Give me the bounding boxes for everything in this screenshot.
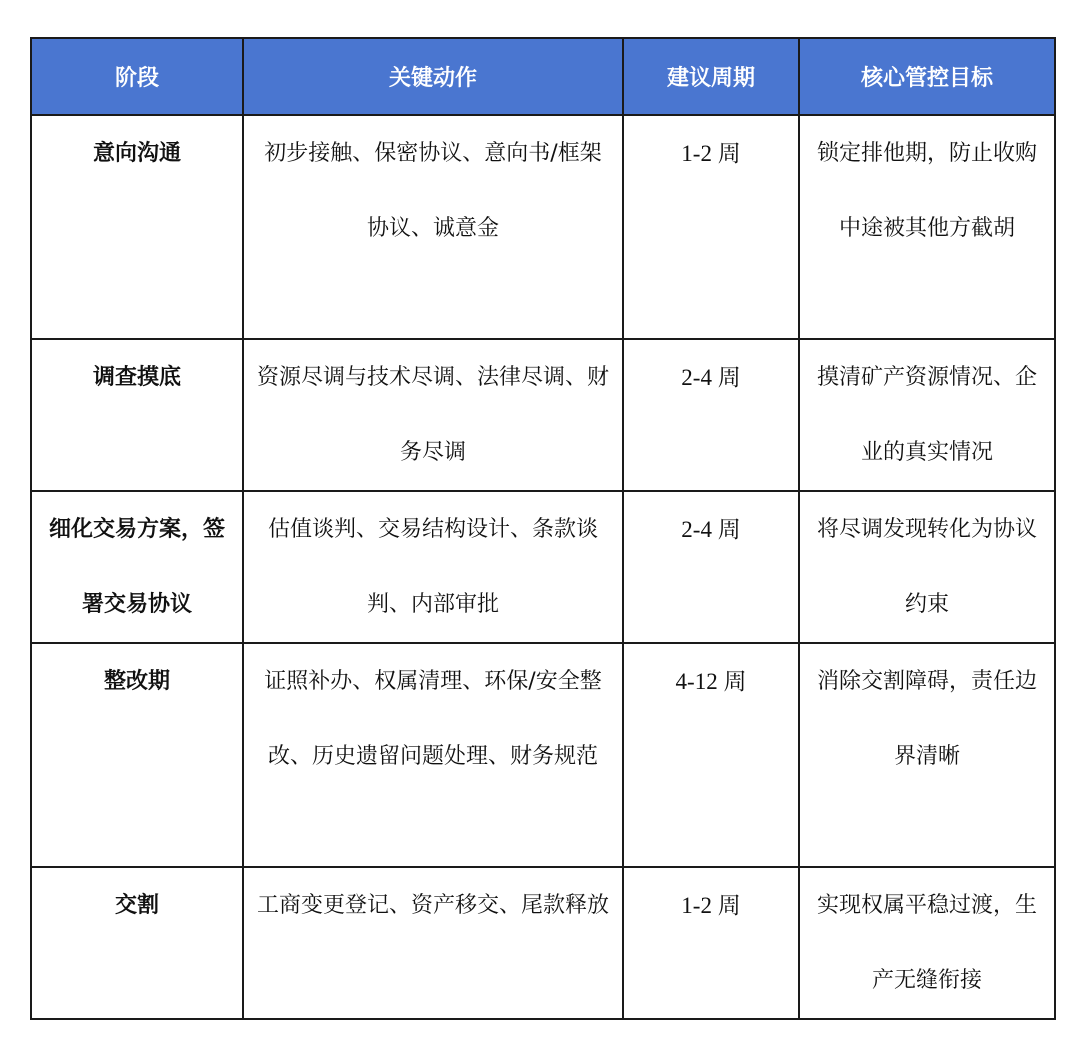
goal-cell: 摸清矿产资源情况、企业的真实情况 <box>799 339 1055 491</box>
stage-cell: 交割 <box>31 867 243 1019</box>
header-actions: 关键动作 <box>243 38 623 115</box>
period-cell: 1-2 周 <box>623 115 799 339</box>
stage-cell: 细化交易方案，签署交易协议 <box>31 491 243 643</box>
stage-cell: 整改期 <box>31 643 243 867</box>
goal-cell: 实现权属平稳过渡，生产无缝衔接 <box>799 867 1055 1019</box>
header-goal: 核心管控目标 <box>799 38 1055 115</box>
actions-cell: 工商变更登记、资产移交、尾款释放 <box>243 867 623 1019</box>
table-row <box>31 643 1055 867</box>
header-period: 建议周期 <box>623 38 799 115</box>
period-cell: 2-4 周 <box>623 491 799 643</box>
goal-cell: 锁定排他期，防止收购中途被其他方截胡 <box>799 115 1055 339</box>
period-cell: 2-4 周 <box>623 339 799 491</box>
header-stage: 阶段 <box>31 38 243 115</box>
goal-cell: 将尽调发现转化为协议约束 <box>799 491 1055 643</box>
stage-cell: 意向沟通 <box>31 115 243 339</box>
header-row <box>31 38 1055 115</box>
period-cell: 4-12 周 <box>623 643 799 867</box>
actions-cell: 估值谈判、交易结构设计、条款谈判、内部审批 <box>243 491 623 643</box>
goal-cell: 消除交割障碍，责任边界清晰 <box>799 643 1055 867</box>
table-body <box>31 115 1055 1019</box>
table-row <box>31 339 1055 491</box>
table-row <box>31 867 1055 1019</box>
actions-cell: 初步接触、保密协议、意向书/框架协议、诚意金 <box>243 115 623 339</box>
period-cell: 1-2 周 <box>623 867 799 1019</box>
table-row <box>31 491 1055 643</box>
table-header <box>31 38 1055 115</box>
phase-table <box>30 37 1056 1020</box>
table-row <box>31 115 1055 339</box>
stage-cell: 调查摸底 <box>31 339 243 491</box>
actions-cell: 资源尽调与技术尽调、法律尽调、财务尽调 <box>243 339 623 491</box>
actions-cell: 证照补办、权属清理、环保/安全整改、历史遗留问题处理、财务规范 <box>243 643 623 867</box>
